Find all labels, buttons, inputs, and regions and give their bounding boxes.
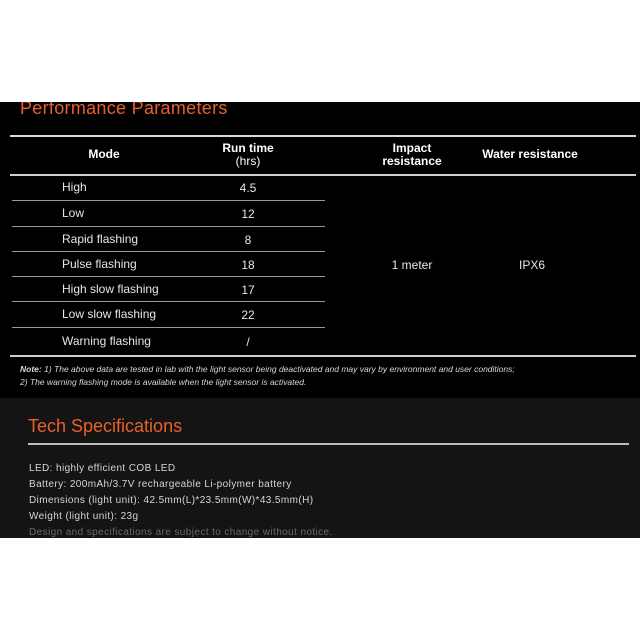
- row-mode: High slow flashing: [62, 282, 159, 296]
- row-separator: [12, 301, 325, 302]
- header-impact-line2: resistance: [382, 154, 442, 168]
- row-separator: [12, 276, 325, 277]
- header-impact-line1: Impact: [392, 141, 432, 155]
- performance-title: Performance Parameters: [20, 102, 228, 118]
- row-mode: High: [62, 180, 87, 194]
- header-run-time-line2: (hrs): [235, 154, 261, 168]
- water-resistance-value: IPX6: [518, 258, 545, 272]
- performance-section: [0, 102, 640, 398]
- spec-weight: Weight (light unit): 23g: [29, 511, 139, 522]
- table-header-rule: [10, 174, 636, 176]
- header-mode: Mode: [88, 147, 120, 161]
- row-separator: [12, 327, 325, 328]
- spec-dimensions: Dimensions (light unit): 42.5mm(L)*23.5mm(W)*43.5mm(H): [29, 495, 314, 506]
- row-separator: [12, 251, 325, 252]
- header-water: Water resistance: [482, 147, 578, 161]
- row-mode: Low slow flashing: [62, 307, 157, 321]
- row-mode: Rapid flashing: [62, 232, 139, 246]
- row-separator: [12, 200, 325, 201]
- impact-resistance-value: 1 meter: [391, 258, 433, 272]
- row-run-time: 18: [241, 258, 255, 272]
- header-run-time-line1: Run time: [222, 141, 274, 155]
- row-run-time: 8: [244, 233, 252, 247]
- spec-disclaimer: Design and specifications are subject to change without notice.: [29, 527, 333, 538]
- row-run-time: 22: [241, 308, 255, 322]
- tech-rule: [28, 443, 629, 445]
- row-run-time: 12: [241, 207, 255, 221]
- row-mode: Warning flashing: [62, 334, 151, 348]
- row-run-time: 4.5: [239, 181, 257, 195]
- row-run-time: /: [246, 335, 250, 349]
- table-top-rule: [10, 135, 636, 137]
- tech-specifications-title: Tech Specifications: [28, 416, 183, 436]
- table-bottom-rule: [10, 355, 636, 357]
- note-text-1: 1) The above data are tested in lab with the light sensor being deactivated and may vary by environment and user conditions;: [44, 364, 515, 374]
- spec-led: LED: highly efficient COB LED: [29, 463, 176, 474]
- row-mode: Pulse flashing: [62, 257, 137, 271]
- header-impact: [372, 142, 452, 168]
- row-separator: [12, 226, 325, 227]
- note-line-1: [20, 364, 515, 374]
- product-spec-panel: [0, 102, 640, 538]
- spec-battery: Battery: 200mAh/3.7V rechargeable Li-polymer battery: [29, 479, 292, 490]
- note-label: Note:: [20, 364, 42, 374]
- header-run-time: [208, 142, 288, 168]
- note-line-2: 2) The warning flashing mode is available when the light sensor is activated.: [20, 377, 307, 387]
- row-run-time: 17: [241, 283, 255, 297]
- tech-specifications-section: [0, 398, 640, 538]
- row-mode: Low: [62, 206, 85, 220]
